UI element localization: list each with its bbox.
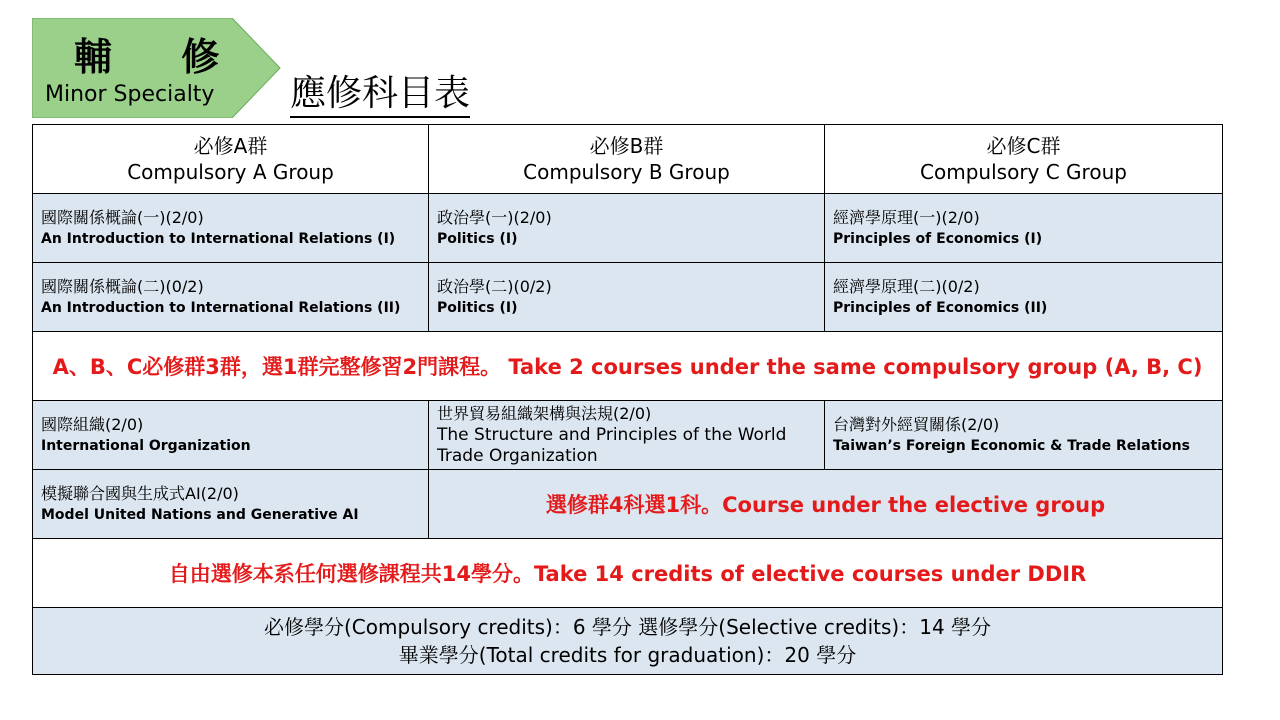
banner-title: 輔 修 [74, 35, 248, 79]
header-a [33, 125, 429, 194]
course-zh: 經濟學原理(二)(0/2) [833, 277, 980, 296]
credits-line-2: 畢業學分(Total credits for graduation)：20 學分 [398, 643, 857, 667]
header-a-zh: 必修A群 [193, 134, 268, 158]
compulsory-note: A、B、C必修群3群，選1群完整修習2門課程。 Take 2 courses under the same compulsory group (A, B, C) [33, 332, 1223, 401]
free-elective-note: 自由選修本系任何選修課程共14學分。Take 14 credits of elective courses under DDIR [33, 539, 1223, 608]
course-zh: 模擬聯合國與生成式AI(2/0) [41, 484, 239, 503]
course-cell [33, 470, 429, 539]
course-zh: 台灣對外經貿關係(2/0) [833, 415, 1000, 434]
credits-row [33, 608, 1223, 675]
course-table [32, 124, 1223, 675]
course-zh: 世界貿易組織架構與法規(2/0) [437, 404, 652, 423]
course-en: International Organization [41, 438, 251, 454]
banner-subtitle: Minor Specialty [45, 82, 215, 107]
header-c-en: Compulsory C Group [920, 160, 1127, 184]
course-cell [825, 263, 1223, 332]
course-en: Taiwan’s Foreign Economic & Trade Relations [833, 438, 1190, 454]
elective-row-2 [33, 470, 1223, 539]
compulsory-row-1 [33, 194, 1223, 263]
course-en: Principles of Economics (II) [833, 300, 1048, 316]
course-zh: 政治學(二)(0/2) [437, 277, 552, 296]
header-a-en: Compulsory A Group [127, 160, 334, 184]
credits-summary [33, 608, 1223, 675]
header-b-en: Compulsory B Group [523, 160, 730, 184]
header-b-zh: 必修B群 [589, 134, 664, 158]
course-zh: 國際關係概論(一)(2/0) [41, 208, 204, 227]
course-zh: 經濟學原理(一)(2/0) [833, 208, 980, 227]
header-b [429, 125, 825, 194]
course-zh: 國際關係概論(二)(0/2) [41, 277, 204, 296]
course-cell [429, 263, 825, 332]
course-cell [825, 194, 1223, 263]
course-en: An Introduction to International Relations (I) [41, 231, 396, 247]
course-en: Politics (I) [437, 231, 518, 247]
compulsory-note-row [33, 332, 1223, 401]
course-en: Model United Nations and Generative AI [41, 507, 359, 523]
course-en: Principles of Economics (I) [833, 231, 1043, 247]
course-zh: 國際組織(2/0) [41, 415, 144, 434]
course-cell [825, 401, 1223, 470]
course-cell [429, 401, 825, 470]
course-en: Politics (I) [437, 300, 518, 316]
free-elective-row [33, 539, 1223, 608]
group-header-row [33, 125, 1223, 194]
course-cell [429, 194, 825, 263]
header-c [825, 125, 1223, 194]
header-c-zh: 必修C群 [986, 134, 1061, 158]
page-title: 應修科目表 [290, 74, 470, 118]
course-cell [33, 263, 429, 332]
course-en: The Structure and Principles of the World Trade Organization [437, 425, 787, 466]
credits-line-1: 必修學分(Compulsory credits)：6 學分 選修學分(Selective credits)：14 學分 [263, 615, 992, 639]
elective-row-1 [33, 401, 1223, 470]
course-cell [33, 194, 429, 263]
course-zh: 政治學(一)(2/0) [437, 208, 552, 227]
course-en: An Introduction to International Relations (II) [41, 300, 401, 316]
course-cell [33, 401, 429, 470]
section-banner [32, 18, 282, 118]
compulsory-row-2 [33, 263, 1223, 332]
elective-note: 選修群4科選1科。Course under the elective group [429, 470, 1223, 539]
